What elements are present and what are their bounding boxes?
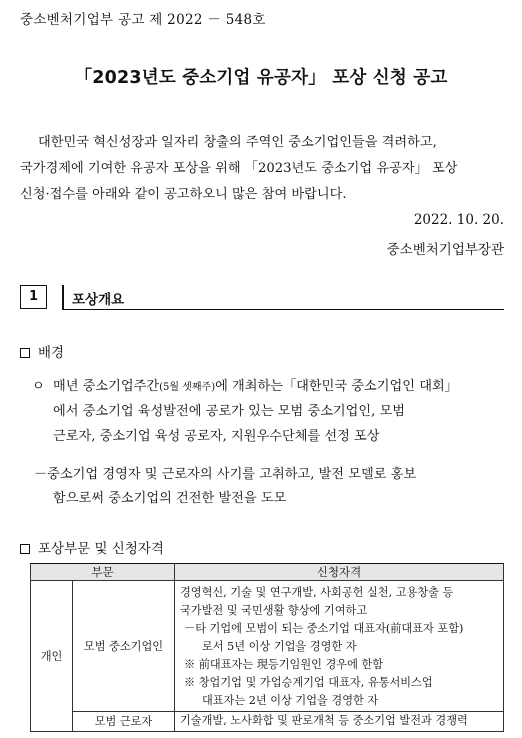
intro-line-3: 신청·접수를 아래와 같이 공고하오니 많은 참여 바랍니다. <box>20 187 347 202</box>
qualification-note: 대표자는 2년 이상 기업을 경영한 자 <box>202 694 379 707</box>
qualification-line: 로서 5년 이상 기업을 경영한 자 <box>202 640 357 653</box>
eligibility-heading <box>20 537 164 557</box>
section-underline <box>62 309 504 310</box>
qualification-note: ※ 창업기업 및 가업승계기업 대표자, 유통서비스업 <box>184 676 433 689</box>
section-title: 포상개요 <box>72 292 125 308</box>
square-bullet-icon <box>20 348 30 358</box>
signer: 중소벤처기업부장관 <box>386 242 504 258</box>
bullet-mark: ㅇ <box>32 379 45 394</box>
square-bullet-icon <box>20 544 30 554</box>
bullet-text-pre: 매년 중소기업주간 <box>53 379 160 394</box>
qualification-line: 국가발전 및 국민생활 향상에 기여하고 <box>180 604 368 617</box>
header-qualification: 신청자격 <box>175 564 504 581</box>
header-category: 부문 <box>31 564 175 581</box>
qualification-line: －타 기업에 모범이 되는 중소기업 대표자(前대표자 포함) <box>184 622 464 635</box>
eligibility-table <box>30 563 504 732</box>
section-divider <box>62 285 64 309</box>
background-bullet-line-3: 근로자, 중소기업 육성 공로자, 지원우수단체를 선정 포상 <box>53 429 380 444</box>
cell-category: 개인 <box>31 581 73 732</box>
intro-line-1: 대한민국 혁신성장과 일자리 창출의 주역인 중소기업인들을 격려하고, <box>38 135 437 150</box>
cell-qualification <box>175 581 504 712</box>
bullet-text-small: (5월 셋째주) <box>159 382 216 393</box>
section-number-box: 1 <box>20 285 47 309</box>
cell-subcategory: 모범 중소기업인 <box>73 581 175 712</box>
cell-qualification <box>175 712 504 732</box>
background-heading-text: 배경 <box>38 345 65 361</box>
table-header-row <box>31 564 504 581</box>
background-dash-line-1: －중소기업 경영자 및 근로자의 사기를 고취하고, 발전 모델로 홍보 <box>34 467 417 482</box>
bullet-text-post: 에 개최하는「대한민국 중소기업인 대회」 <box>215 379 458 394</box>
notice-number: 중소벤처기업부 공고 제 2022 － 548호 <box>20 12 266 28</box>
announcement-date: 2022. 10. 20. <box>413 212 504 228</box>
table-row <box>31 581 504 712</box>
background-heading <box>20 341 64 361</box>
qualification-note: ※ 前대표자는 現등기임원인 경우에 한함 <box>184 658 384 671</box>
qualification-line: 기술개발, 노사화합 및 판로개척 등 중소기업 발전과 경쟁력 <box>180 714 468 727</box>
qualification-line: 경영혁신, 기술 및 연구개발, 사회공헌 실천, 고용창출 등 <box>180 586 454 599</box>
document-title: 「2023년도 중소기업 유공자」 포상 신청 공고 <box>74 68 448 88</box>
cell-subcategory: 모범 근로자 <box>73 712 175 732</box>
eligibility-heading-text: 포상부문 및 신청자격 <box>38 541 164 557</box>
background-bullet-line-2: 에서 중소기업 육성발전에 공로가 있는 모범 중소기업인, 모범 <box>53 404 406 419</box>
background-bullet-line-1 <box>53 375 458 394</box>
table-row <box>31 712 504 732</box>
background-dash-line-2: 함으로써 중소기업의 건전한 발전을 도모 <box>53 491 287 506</box>
intro-line-2: 국가경제에 기여한 유공자 포상을 위해 「2023년도 중소기업 유공자」 포상 <box>20 161 458 176</box>
